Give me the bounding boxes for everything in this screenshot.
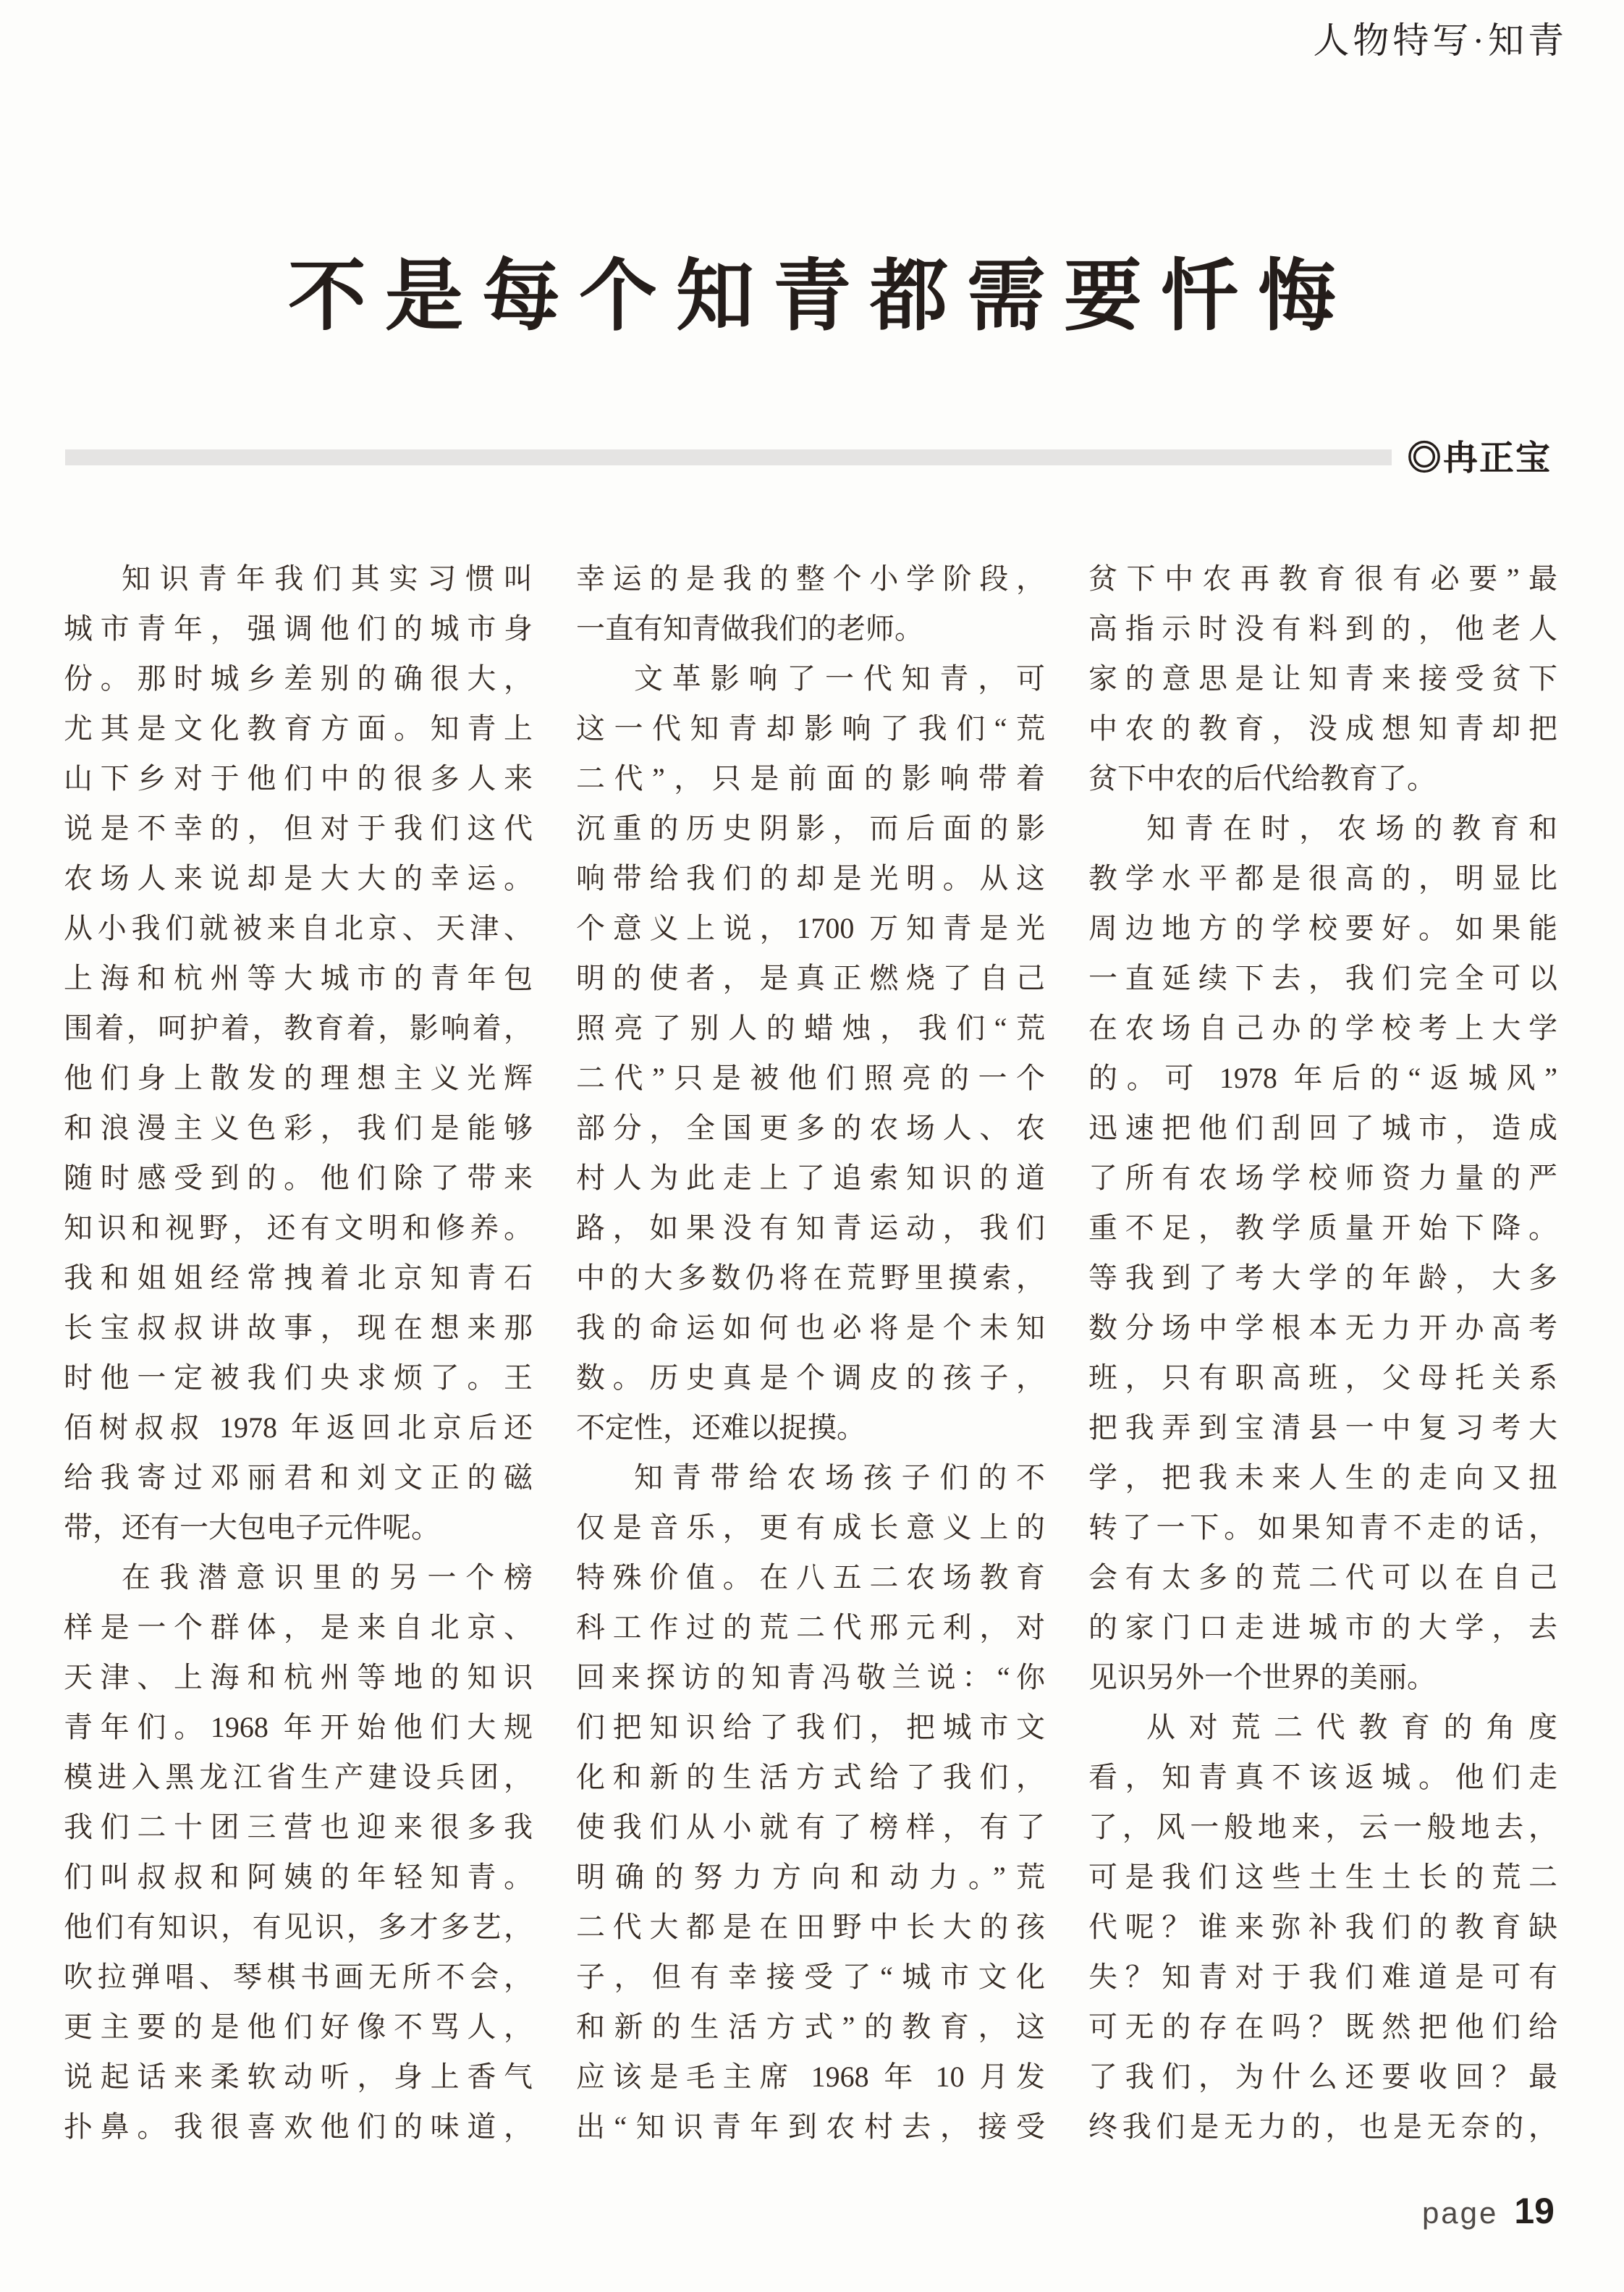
text-line: 明的使者，是真正燃烧了自己: [576, 962, 1045, 994]
text-line: 不定性，还难以捉摸。: [576, 1411, 866, 1444]
text-line: 把我弄到宝清县一中复习考大: [1088, 1411, 1557, 1444]
text-line: 仅是音乐，更有成长意义上的: [576, 1511, 1045, 1544]
text-line: 长宝叔叔讲故事，现在想来那: [64, 1311, 533, 1344]
text-line: 子，但有幸接受了“城市文化: [576, 1961, 1045, 1993]
text-line: 村人为此走上了追索知识的道: [576, 1162, 1045, 1194]
text-line: 见识另外一个世界的美丽。: [1088, 1661, 1436, 1693]
text-line: 了，风一般地来，云一般地去，: [1088, 1811, 1557, 1843]
text-line: 上海和杭州等大城市的青年包: [64, 962, 533, 994]
text-line: 贫下中农的后代给教育了。: [1088, 762, 1436, 795]
text-line: 了我们，为什么还要收回？最: [1088, 2060, 1557, 2093]
article-column-1: [64, 554, 533, 2152]
text-line: 了所有农场学校师资力量的严: [1088, 1162, 1557, 1194]
text-line: 和浪漫主义色彩，我们是能够: [64, 1112, 533, 1144]
text-line: 响带给我们的却是光明。从这: [576, 862, 1045, 895]
text-line: 明确的努力方向和动力。”荒: [576, 1861, 1045, 1893]
text-line: 教学水平都是很高的，明显比: [1088, 862, 1557, 895]
text-line: 随时感受到的。他们除了带来: [64, 1162, 533, 1194]
text-line: 给我寄过邓丽君和刘文正的磁: [64, 1461, 533, 1494]
text-line: 的。可 1978 年后的“返城风”: [1088, 1062, 1557, 1094]
text-line: 二代”，只是前面的影响带着: [576, 762, 1045, 795]
text-line: 在我潜意识里的另一个榜: [122, 1561, 533, 1594]
text-line: 家的意思是让知青来接受贫下: [1088, 662, 1557, 695]
text-line: 数分场中学根本无力开办高考: [1088, 1311, 1557, 1344]
text-line: 知青在时，农场的教育和: [1146, 812, 1557, 845]
text-line: 失？知青对于我们难道是可有: [1088, 1961, 1557, 1993]
text-line: 出“知识青年到农村去，接受: [576, 2110, 1045, 2143]
text-line: 青年们。1968 年开始他们大规: [64, 1711, 533, 1743]
text-line: 更主要的是他们好像不骂人，: [64, 2010, 533, 2043]
text-line: 扑鼻。我很喜欢他们的味道，: [64, 2110, 533, 2143]
text-line: 带，还有一大包电子元件呢。: [64, 1511, 440, 1544]
text-line: 中农的教育，没成想知青却把: [1088, 712, 1557, 745]
text-line: 代呢？谁来弥补我们的教育缺: [1088, 1911, 1557, 1943]
page-label: page: [1421, 2196, 1499, 2230]
text-line: 一直有知青做我们的老师。: [576, 612, 923, 645]
text-line: 使我们从小就有了榜样，有了: [576, 1811, 1045, 1843]
text-line: 二代大都是在田野中长大的孩: [576, 1911, 1045, 1943]
text-line: 沉重的历史阴影，而后面的影: [576, 812, 1045, 845]
text-line: 二代”只是被他们照亮的一个: [576, 1062, 1045, 1094]
text-line: 应该是毛主席 1968 年 10 月发: [576, 2060, 1045, 2093]
text-line: 时他一定被我们央求烦了。王: [64, 1361, 533, 1394]
text-line: 模进入黑龙江省生产建设兵团，: [64, 1761, 533, 1793]
text-line: 吹拉弹唱、琴棋书画无所不会，: [64, 1961, 533, 1993]
text-line: 周边地方的学校要好。如果能: [1088, 912, 1557, 944]
text-line: 等我到了考大学的年龄，大多: [1088, 1261, 1557, 1294]
text-line: 高指示时没有料到的，他老人: [1088, 612, 1557, 645]
text-line: 会有太多的荒二代可以在自己: [1088, 1561, 1557, 1594]
text-line: 文革影响了一代知青，可: [634, 662, 1045, 695]
text-line: 知青带给农场孩子们的不: [634, 1461, 1045, 1494]
text-line: 化和新的生活方式给了我们，: [576, 1761, 1045, 1793]
text-line: 部分，全国更多的农场人、农: [576, 1112, 1045, 1144]
byline-rule: [65, 449, 1392, 465]
text-line: 班，只有职高班，父母托关系: [1088, 1361, 1557, 1394]
page-footer: [1422, 2190, 1555, 2232]
text-line: 知识青年我们其实习惯叫: [122, 562, 533, 595]
text-line: 数。历史真是个调皮的孩子，: [576, 1361, 1045, 1394]
text-line: 他们身上散发的理想主义光辉: [64, 1062, 533, 1094]
text-line: 可无的存在吗？既然把他们给: [1088, 2010, 1557, 2043]
article-column-2: [576, 554, 1045, 2152]
article-author: ◎冉正宝: [1406, 439, 1552, 478]
article-column-3: [1088, 554, 1557, 2152]
article-title: 不是每个知青都需要忏悔: [287, 252, 1355, 339]
text-line: 围着，呵护着，教育着，影响着，: [64, 1012, 533, 1044]
text-line: 说起话来柔软动听，身上香气: [64, 2060, 533, 2093]
text-line: 样是一个群体，是来自北京、: [64, 1611, 533, 1644]
text-line: 回来探访的知青冯敬兰说：“你: [576, 1661, 1045, 1693]
text-line: 看，知青真不该返城。他们走: [1088, 1761, 1557, 1793]
text-line: 天津、上海和杭州等地的知识: [64, 1661, 533, 1693]
text-line: 一直延续下去，我们完全可以: [1088, 962, 1557, 994]
text-line: 中的大多数仍将在荒野里摸索，: [576, 1261, 1045, 1294]
text-line: 从小我们就被来自北京、天津、: [64, 912, 533, 944]
text-line: 在农场自己办的学校考上大学: [1088, 1012, 1557, 1044]
text-line: 照亮了别人的蜡烛，我们“荒: [576, 1012, 1045, 1044]
text-line: 和新的生活方式”的教育，这: [576, 2010, 1045, 2043]
text-line: 我们二十团三营也迎来很多我: [64, 1811, 533, 1843]
text-line: 的家门口走进城市的大学，去: [1088, 1611, 1557, 1644]
text-line: 这一代知青却影响了我们“荒: [576, 712, 1045, 745]
text-line: 们叫叔叔和阿姨的年轻知青。: [64, 1861, 533, 1893]
text-line: 从对荒二代教育的角度: [1146, 1711, 1557, 1743]
text-line: 特殊价值。在八五二农场教育: [576, 1561, 1045, 1594]
text-line: 尤其是文化教育方面。知青上: [64, 712, 533, 745]
text-line: 路，如果没有知青运动，我们: [576, 1211, 1045, 1244]
text-line: 学，把我未来人生的走向又扭: [1088, 1461, 1557, 1494]
text-line: 他们有知识，有见识，多才多艺，: [64, 1911, 533, 1943]
text-line: 我和姐姐经常拽着北京知青石: [64, 1261, 533, 1294]
text-line: 幸运的是我的整个小学阶段，: [576, 562, 1045, 595]
text-line: 佰树叔叔 1978 年返回北京后还: [64, 1411, 533, 1444]
text-line: 可是我们这些土生土长的荒二: [1088, 1861, 1557, 1893]
text-line: 份。那时城乡差别的确很大，: [64, 662, 533, 695]
section-header: 人物特写·知青: [1313, 20, 1568, 61]
text-line: 个意义上说，1700 万知青是光: [576, 912, 1045, 944]
text-line: 们把知识给了我们，把城市文: [576, 1711, 1045, 1743]
page-number: 19: [1514, 2191, 1555, 2231]
text-line: 贫下中农再教育很有必要”最: [1088, 562, 1557, 595]
text-line: 城市青年，强调他们的城市身: [64, 612, 533, 645]
text-line: 转了一下。如果知青不走的话，: [1088, 1511, 1557, 1544]
text-line: 终我们是无力的，也是无奈的，: [1088, 2110, 1557, 2143]
text-line: 农场人来说却是大大的幸运。: [64, 862, 533, 895]
text-line: 说是不幸的，但对于我们这代: [64, 812, 533, 845]
text-line: 山下乡对于他们中的很多人来: [64, 762, 533, 795]
text-line: 知识和视野，还有文明和修养。: [64, 1211, 533, 1244]
text-line: 我的命运如何也必将是个未知: [576, 1311, 1045, 1344]
text-line: 科工作过的荒二代邢元利，对: [576, 1611, 1045, 1644]
text-line: 迅速把他们刮回了城市，造成: [1088, 1112, 1557, 1144]
text-line: 重不足，教学质量开始下降。: [1088, 1211, 1557, 1244]
